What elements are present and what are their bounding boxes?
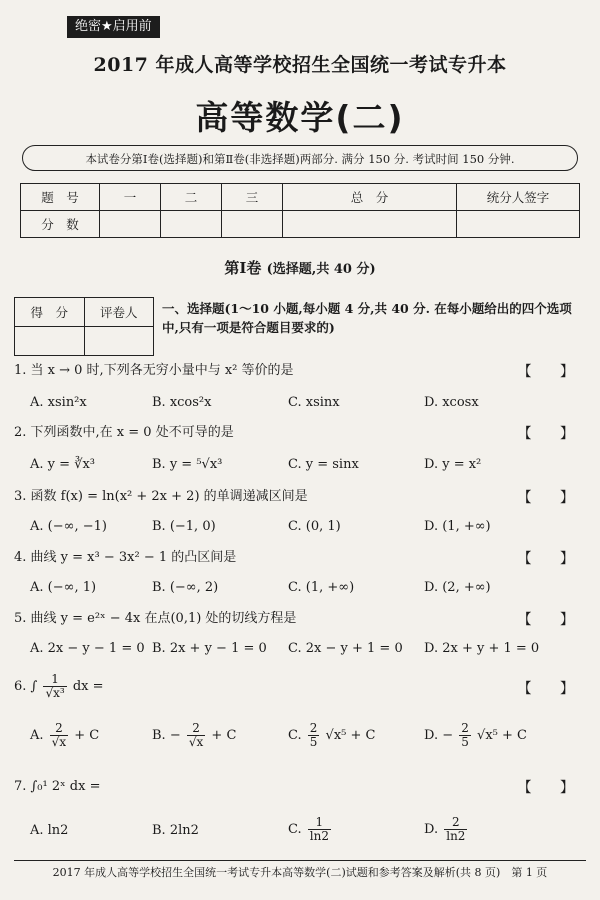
fraction — [444, 816, 467, 843]
question-stem: 7. ∫₀¹ 2ˣ dx = — [14, 779, 101, 794]
option: A. (−∞, 1) — [30, 580, 97, 595]
option: B. (−∞, 2) — [152, 580, 219, 595]
option — [288, 816, 333, 843]
fraction-denominator: √x — [51, 735, 67, 749]
fraction-numerator: 1 — [43, 673, 66, 687]
score-input-cell[interactable] — [283, 211, 457, 238]
fraction — [43, 673, 66, 700]
score-cell: 题 号 — [21, 184, 100, 211]
grader-input-cell[interactable] — [15, 327, 85, 356]
fraction-denominator: √x — [188, 735, 204, 749]
option: A. y = ∛x³ — [30, 457, 95, 472]
option-suffix: + C — [74, 728, 100, 743]
option — [424, 722, 527, 749]
option: A. 2x − y − 1 = 0 — [30, 641, 145, 656]
score-input-cell[interactable] — [457, 211, 580, 238]
score-cell: 总 分 — [283, 184, 457, 211]
option-prefix: C. — [288, 822, 302, 837]
score-cell: 分 数 — [21, 211, 100, 238]
subject-title: 高等数学(二) — [195, 98, 405, 137]
score-table — [20, 183, 580, 238]
part-title-sub: (选择题,共 40 分) — [266, 262, 376, 277]
option-prefix: B. − — [152, 728, 181, 743]
option: C. y = sinx — [288, 457, 359, 472]
option — [30, 722, 99, 749]
section-instructions: 一、选择题(1～10 小题,每小题 4 分,共 40 分. 在每小题给出的四个选项中,只有一项是符合题目要求的) — [162, 301, 572, 335]
option — [424, 816, 469, 843]
question-stem: 2. 下列函数中,在 x = 0 处不可导的是 — [14, 425, 234, 440]
fraction-denominator: 5 — [461, 735, 469, 749]
fraction-denominator: ln2 — [446, 829, 466, 843]
score-cell: 一 — [100, 184, 161, 211]
stem-prefix: 6. ∫ — [14, 679, 38, 694]
option: C. xsinx — [288, 395, 340, 410]
fraction — [308, 816, 331, 843]
exam-info-box: 本试卷分第Ⅰ卷(选择题)和第Ⅱ卷(非选择题)两部分. 满分 150 分. 考试时间 150 分钟. — [22, 145, 578, 171]
answer-bracket[interactable]: 【 】 — [517, 551, 586, 567]
exam-title: 2017 年成人高等学校招生全国统一考试专升本 — [93, 54, 507, 76]
option: D. 2x + y + 1 = 0 — [424, 641, 540, 656]
part-title — [0, 257, 600, 278]
fraction-denominator: √x³ — [45, 686, 65, 700]
score-input-cell[interactable] — [222, 211, 283, 238]
part-title-main: 第Ⅰ卷 — [224, 259, 262, 277]
answer-bracket[interactable]: 【 】 — [517, 780, 586, 796]
option-prefix: A. — [30, 728, 44, 743]
fraction — [50, 722, 68, 749]
fraction — [459, 722, 471, 749]
score-table-header-row — [21, 184, 580, 211]
fraction-numerator: 2 — [444, 816, 467, 830]
answer-bracket[interactable]: 【 】 — [517, 364, 586, 380]
option — [288, 722, 375, 749]
option: A. (−∞, −1) — [30, 519, 107, 534]
fraction-denominator: 5 — [309, 735, 318, 749]
fraction-numerator: 2 — [461, 721, 469, 735]
question-stem: 3. 函数 f(x) = ln(x² + 2x + 2) 的单调递减区间是 — [14, 489, 308, 504]
question-stem: 1. 当 x → 0 时,下列各无穷小量中与 x² 等价的是 — [14, 363, 294, 378]
option: D. (2, +∞) — [424, 580, 491, 595]
option-suffix: √x⁵ + C — [477, 728, 527, 743]
option: C. (0, 1) — [288, 519, 341, 534]
option: B. y = ⁵√x³ — [152, 457, 223, 472]
grader-cell: 得 分 — [15, 298, 85, 327]
option: A. xsin²x — [30, 395, 87, 410]
option-suffix: √x⁵ + C — [325, 728, 376, 743]
option-prefix: C. — [288, 728, 302, 743]
option — [152, 722, 236, 749]
option: B. (−1, 0) — [152, 519, 216, 534]
option: D. (1, +∞) — [424, 519, 491, 534]
question-stem: 5. 曲线 y = e²ˣ − 4x 在点(0,1) 处的切线方程是 — [14, 611, 297, 626]
option: D. y = x² — [424, 457, 482, 472]
fraction-numerator: 2 — [50, 722, 68, 736]
grader-input-cell[interactable] — [84, 327, 154, 356]
score-cell: 统分人签字 — [457, 184, 580, 211]
option-suffix: + C — [211, 728, 237, 743]
fraction-numerator: 1 — [308, 816, 331, 830]
answer-bracket[interactable]: 【 】 — [517, 612, 586, 628]
option: B. xcos²x — [152, 395, 212, 410]
option: B. 2x + y − 1 = 0 — [152, 641, 267, 656]
fraction — [308, 722, 320, 749]
footer-divider — [14, 860, 586, 861]
score-table-score-row — [21, 211, 580, 238]
option: A. ln2 — [30, 823, 69, 838]
score-cell: 三 — [222, 184, 283, 211]
grader-cell: 评卷人 — [84, 298, 154, 327]
answer-bracket[interactable]: 【 】 — [517, 681, 586, 697]
option-prefix: D. — [424, 822, 439, 837]
question-stem — [14, 673, 104, 700]
option: C. (1, +∞) — [288, 580, 355, 595]
fraction-denominator: ln2 — [309, 829, 329, 843]
stem-suffix: dx = — [72, 679, 104, 694]
score-cell: 二 — [161, 184, 222, 211]
option: C. 2x − y + 1 = 0 — [288, 641, 403, 656]
answer-bracket[interactable]: 【 】 — [517, 490, 586, 506]
question-stem: 4. 曲线 y = x³ − 3x² − 1 的凸区间是 — [14, 550, 237, 565]
score-input-cell[interactable] — [161, 211, 222, 238]
page-footer: 2017 年成人高等学校招生全国统一考试专升本高等数学(二)试题和参考答案及解析(共 8 页) 第 1 页 — [52, 866, 548, 879]
option: B. 2ln2 — [152, 823, 199, 838]
fraction-numerator: 2 — [187, 722, 205, 736]
fraction-numerator: 2 — [309, 721, 318, 735]
score-input-cell[interactable] — [100, 211, 161, 238]
grader-table — [14, 297, 154, 356]
option-prefix: D. − — [424, 728, 454, 743]
confidential-tag: 绝密★启用前 — [67, 16, 160, 38]
fraction — [187, 722, 205, 749]
option: D. xcosx — [424, 395, 479, 410]
answer-bracket[interactable]: 【 】 — [517, 426, 586, 442]
